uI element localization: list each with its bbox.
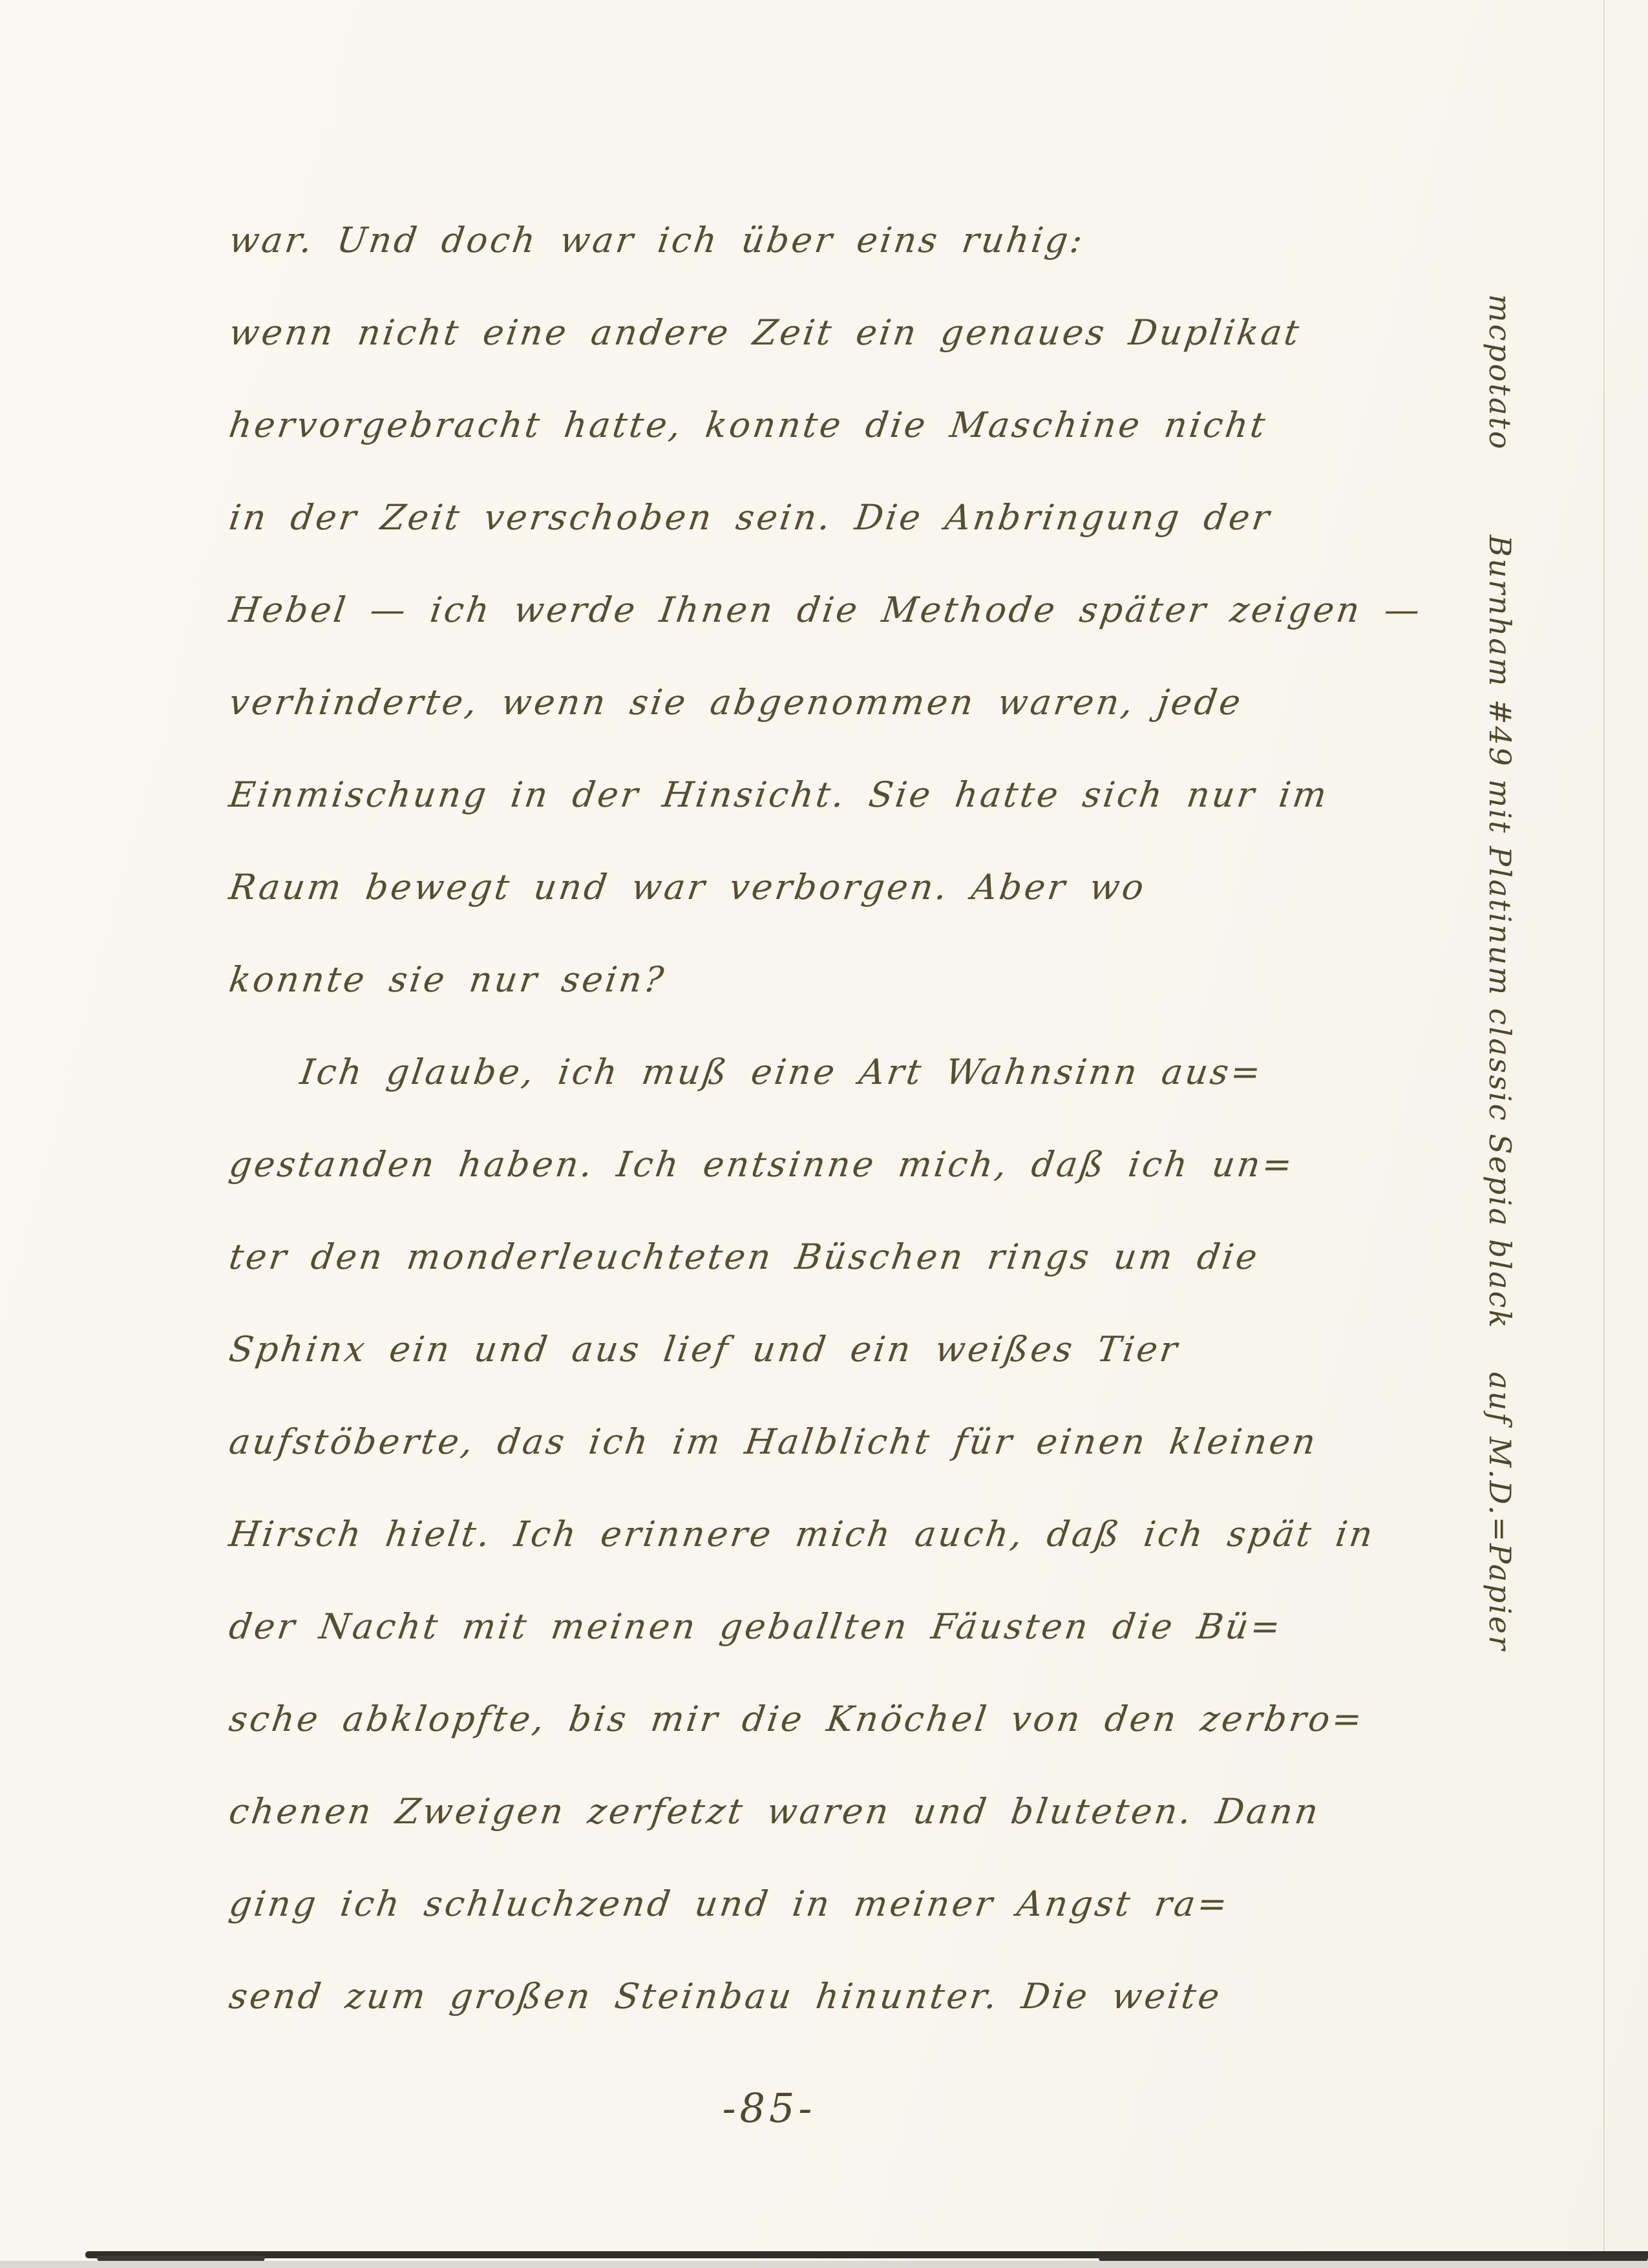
text-line: Einmischung in der Hinsicht. Sie hatte sich nur im <box>226 774 1332 815</box>
text-line: ging ich schluchzend und in meiner Angst ra= <box>226 1883 1232 1924</box>
margin-note-pen-ink: Burnham #49 mit Platinum classic Sepia black <box>1483 535 1517 1330</box>
text-line: send zum großen Steinbau hinunter. Die weite <box>226 1976 1225 2017</box>
margin-note-paper: auf M.D.=Papier <box>1483 1372 1517 1652</box>
text-line: Raum bewegt und war verborgen. Aber wo <box>226 867 1149 907</box>
text-line: Hirsch hielt. Ich erinnere mich auch, daß ich spät in <box>226 1514 1378 1554</box>
text-line: aufstöberte, das ich im Halblicht für einen kleinen <box>226 1421 1321 1462</box>
text-line-paragraph-start: Ich glaube, ich muß eine Art Wahnsinn aus= <box>297 1052 1266 1092</box>
text-line: sche abklopfte, bis mir die Knöchel von den zerbro= <box>226 1699 1368 1739</box>
text-line: konnte sie nur sein? <box>226 959 669 1000</box>
text-line: Sphinx ein und aus lief und ein weißes Tier <box>226 1329 1183 1370</box>
text-line: gestanden haben. Ich entsinne mich, daß ich un= <box>226 1144 1298 1185</box>
text-line: war. Und doch war ich über eins ruhig: <box>226 220 1088 260</box>
text-line: Hebel — ich werde Ihnen die Methode später zeigen — <box>226 589 1425 630</box>
handwritten-text-block <box>223 194 1425 2042</box>
text-line: ter den monderleuchteten Büschen rings um die <box>226 1236 1263 1277</box>
text-line: in der Zeit verschoben sein. Die Anbringung der <box>226 497 1274 538</box>
text-line: chenen Zweigen zerfetzt waren und bluteten. Dann <box>226 1791 1324 1832</box>
scanner-bed-strip <box>0 2261 1648 2268</box>
text-line: der Nacht mit meinen geballten Fäusten die Bü= <box>226 1606 1285 1647</box>
margin-note-username: mcpotato <box>1483 294 1517 451</box>
page-number: -85- <box>722 2084 816 2132</box>
text-line: wenn nicht eine andere Zeit ein genaues Duplikat <box>226 312 1304 353</box>
text-line: hervorgebracht hatte, konnte die Maschine nicht <box>226 405 1271 445</box>
rotated-margin-note <box>1462 294 1538 1652</box>
text-line: verhinderte, wenn sie abgenommen waren, jede <box>226 682 1246 723</box>
paper-crease-line <box>1603 0 1605 2252</box>
